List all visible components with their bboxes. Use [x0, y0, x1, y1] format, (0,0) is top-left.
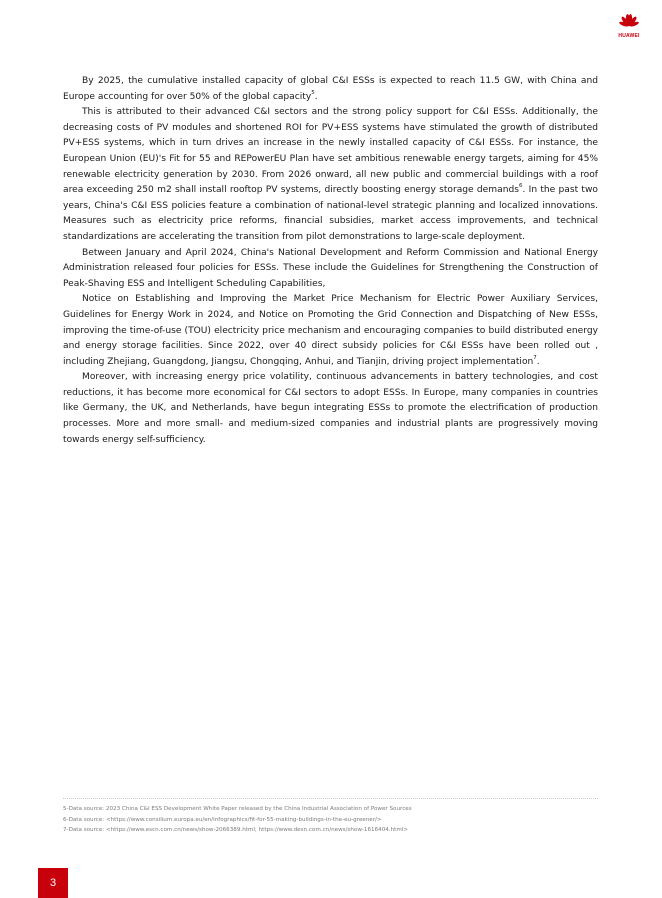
footnote-ref: 6: [518, 183, 523, 190]
paragraph-text: .: [314, 91, 318, 102]
footnote: 6-Data source: <https://www.consilium.europa.eu/en/infographics/fit-for-55-making-buildings-in-the-eu-greener/>: [63, 816, 382, 823]
footnote: 5-Data source: 2023 China C&I ESS Development White Paper released by the China Industrial Association of Power Sources: [63, 806, 412, 812]
brand-name: HUAWEI: [618, 33, 640, 39]
paragraph: [63, 105, 598, 245]
paragraph-text: Between January and April 2024, China's National Development and Reform Commission and National Energy Administration released four policies for ESSs. These include the Guidelines for Strengthening the Construction of Peak-Shaving ESS and Intelligent Scheduling Capabilities,: [63, 247, 598, 289]
footnotes: [63, 798, 598, 836]
footnote-ref: 7: [533, 354, 537, 361]
paragraph: [63, 370, 598, 448]
footnote-ref: 5: [311, 89, 315, 96]
footnote: 7-Data source: <https://www.escn.com.cn/news/show-2066389.html; https://www.desn.com.cn/news/show-1616404.html>: [63, 827, 409, 833]
paragraph-text: . In the past two years, China's C&I ESS policies feature a combination of national-level strategic planning and localized innovations. Measures such as electricity price reforms, financial subsidies, market access improvements, and technical standardizations are accelerating the transition from pilot demonstrations to large-scale deployment.: [63, 185, 598, 242]
paragraph-text: .: [536, 356, 540, 367]
page-number: 3: [38, 868, 68, 898]
paragraph: [63, 292, 598, 370]
paragraph-text: Notice on Establishing and Improving the Market Price Mechanism for Electric Power Auxiliary Services, Guidelines for Energy Work in 2024, and Notice on Promoting the Grid Connection and Dispatching of New ESSs, improving the time-of-use (TOU) electricity price mechanism and encouraging companies to build distributed energy and energy storage facilities. Since 2022, over 40 direct subsidy policies for C&I ESSs have been rolled out , including Zhejiang, Guangdong, Jiangsu, Chongqing, Anhui, and Tianjin, driving project implementation: [63, 294, 598, 367]
paragraph: [63, 246, 598, 293]
paragraph: [63, 74, 598, 105]
huawei-petal-logo-icon: [617, 14, 641, 32]
paragraph-text: By 2025, the cumulative installed capacity of global C&I ESSs is expected to reach 11.5 GW, with China and Europe accounting for over 50% of the global capacity: [63, 76, 598, 102]
paragraph-text: Moreover, with increasing energy price volatility, continuous advancements in battery technologies, and cost reductions, it has become more economical for C&I sectors to adopt ESSs. In Europe, many companies in countries like Germany, the UK, and Netherlands, have begun integrating ESSs to promote the electrification of production processes. More and more small- and medium-sized companies and industrial plants are progressively moving towards energy self-sufficiency.: [63, 372, 598, 445]
brand-logo: [614, 14, 644, 39]
paragraph-text: This is attributed to their advanced C&I sectors and the strong policy support for C&I ESSs. Additionally, the decreasing costs of PV modules and shortened ROI for PV+ESS systems have stimulated the growth of distributed PV+ESS systems, which in turn drives an increase in the newly installed capacity of C&I ESSs. For instance, the European Union (EU)'s Fit for 55 and REPowerEU Plan have set ambitious renewable energy targets, aiming for 45% renewable electricity generation by 2030. From 2026 onward, all new public and commercial buildings with a roof area exceeding 250 m2 shall install rooftop PV systems, directly boosting energy storage demands: [63, 107, 598, 196]
body-text: [63, 74, 598, 448]
